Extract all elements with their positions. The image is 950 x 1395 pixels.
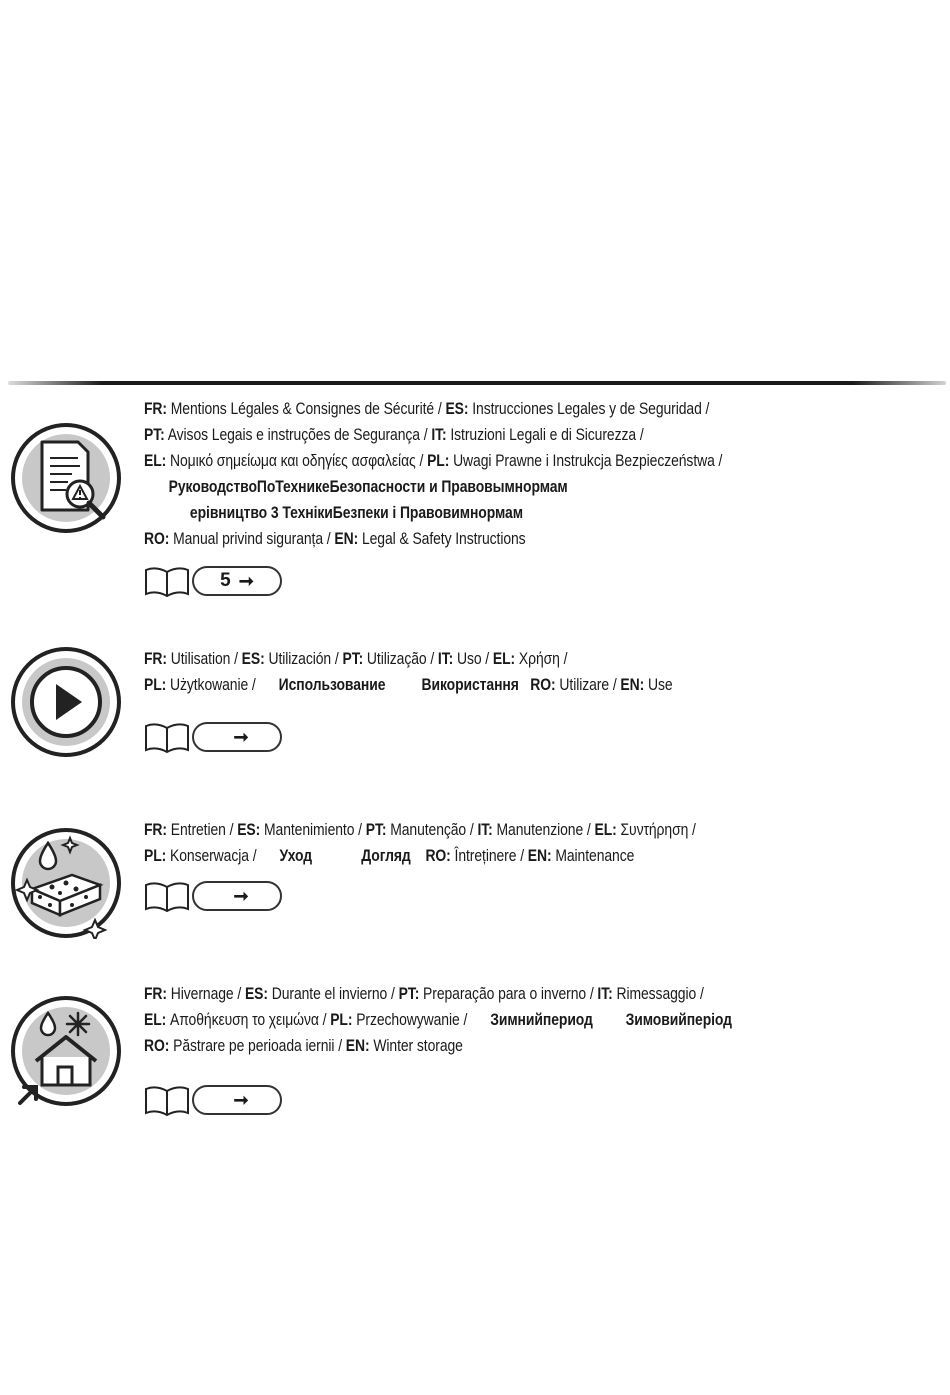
open-book-icon [144, 722, 190, 754]
arrow-right-icon: ➞ [233, 726, 249, 747]
arrow-right-icon: ➞ [233, 885, 249, 906]
play-icon [10, 646, 122, 758]
arrow-right-icon: ➞ [238, 570, 254, 591]
text-line: EL: Αποθήκευση το χειμώνα / PL: Przechowywanie / Зимнийпериод Зимовийперіод [144, 1010, 732, 1029]
text-line: RO: Păstrare pe perioada iernii / EN: Winter storage [144, 1036, 463, 1055]
text-line: FR: Utilisation / ES: Utilización / PT: Utilização / IT: Uso / EL: Χρήση / [144, 649, 568, 668]
text-line: PL: Użytkowanie / Использование Використання RO: Utilizare / EN: Use [144, 675, 673, 694]
text-line: EL: Νομικό σημείωμα και οδηγίες ασφαλείας / PL: Uwagi Prawne i Instrukcja Bezpieczeństwa / [144, 451, 723, 470]
section-text [144, 981, 934, 1059]
text-line: ерівництво 3 ТехнікиБезпеки і Правовимнормам [189, 503, 523, 522]
page-reference[interactable] [144, 1083, 289, 1119]
text-line: РуководствоПоТехникеБезопасности и Правовымнормам [168, 477, 568, 496]
section-text [144, 396, 934, 552]
text-line: PL: Konserwacja / Уход Догляд RO: Întreținere / EN: Maintenance [144, 846, 635, 865]
arrow-right-icon: ➞ [233, 1089, 249, 1110]
text-line: FR: Hivernage / ES: Durante el invierno / PT: Preparação para o inverno / IT: Rimessaggio / [144, 984, 704, 1003]
text-line: FR: Entretien / ES: Mantenimiento / PT: Manutenção / IT: Manutenzione / EL: Συντήρηση / [144, 820, 696, 839]
open-book-icon [144, 881, 190, 913]
header-rule [8, 381, 946, 385]
page-reference-pill[interactable] [192, 566, 282, 596]
winter-house-icon [10, 995, 122, 1107]
sponge-cleaning-icon [10, 827, 122, 939]
page-reference[interactable] [144, 720, 289, 756]
text-line: RO: Manual privind siguranța / EN: Legal & Safety Instructions [144, 529, 526, 548]
page-number: 5 [220, 570, 231, 591]
section-text [144, 646, 934, 698]
text-line: FR: Mentions Légales & Consignes de Sécurité / ES: Instrucciones Legales y de Seguridad / [144, 399, 710, 418]
page-reference-pill[interactable] [192, 1085, 282, 1115]
document-warning-icon [10, 422, 122, 534]
section-text [144, 817, 934, 869]
page-reference[interactable] [144, 879, 289, 915]
open-book-icon [144, 1085, 190, 1117]
open-book-icon [144, 566, 190, 598]
text-line: PT: Avisos Legais e instruções de Segurança / IT: Istruzioni Legali e di Sicurezza / [144, 425, 644, 444]
page-reference[interactable] [144, 564, 289, 600]
page-reference-pill[interactable] [192, 881, 282, 911]
page-reference-pill[interactable] [192, 722, 282, 752]
